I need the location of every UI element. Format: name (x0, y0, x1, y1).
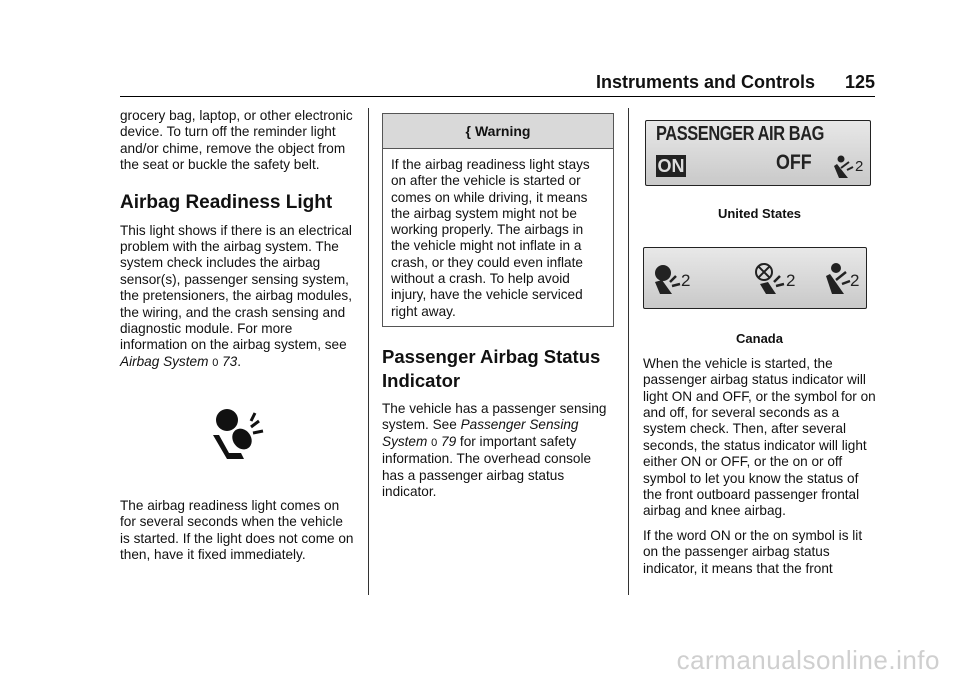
off-indicator: OFF (776, 151, 812, 174)
column-2 (382, 113, 614, 508)
warning-title: Warning (474, 123, 531, 139)
warning-icon: { (465, 123, 471, 139)
airbag-light-paragraph: The airbag readiness light comes on for several seconds when the vehicle is started. If the light does not come on then, have it fixed immediately. (120, 497, 354, 562)
airbag-readiness-icon (120, 407, 356, 467)
seat-number: 2 (850, 271, 860, 291)
airbag-readiness-paragraph: This light shows if there is an electrical problem with the airbag system. The system check includes the airbag sensor(s), passenger sensing system, the pretensioners, the airbag modules, the wiring, and the crash sensing and diagnostic module. For more information on the airbag system, see Airbag System 0 73. (120, 222, 352, 369)
passenger-airbag-heading: Passenger Airbag Status Indicator (382, 345, 601, 391)
airbag-system-link[interactable]: Airbag System (120, 353, 209, 369)
us-caption: United States (717, 206, 802, 221)
column-3 (643, 120, 876, 585)
status-paragraph-1: When the vehicle is started, the passenger airbag status indicator will light ON and OFF, or the symbol for on and off, for several seconds as a system check. Then, after several seconds, the status indicator will light either ON or OFF, or the on or off symbol to let you know the status of the front outboard passenger frontal airbag and knee airbag. (643, 355, 876, 519)
warning-text: If the airbag readiness light stays on after the vehicle is started or comes on while driving, it means the airbag system might not be working properly. The airbags in the vehicle might not inflate in a crash, or they could even inflate without a crash. To help avoid injury, have the vehicle serviced right away. (391, 157, 590, 319)
status-paragraph-2: If the word ON or the on symbol is lit on the passenger airbag status indicator, it means that the front (643, 527, 863, 576)
canada-status-panel (643, 247, 867, 309)
airbag-readiness-heading: Airbag Readiness Light (120, 191, 333, 213)
passenger-airbag-off-icon (829, 154, 857, 184)
warning-header (383, 114, 613, 149)
page-ref[interactable]: 79 (441, 433, 457, 449)
page-header (120, 72, 875, 97)
passenger-sensing-link[interactable]: Passenger Sensing System (382, 417, 579, 449)
canada-caption: Canada (736, 331, 783, 347)
passenger-airbag-paragraph: The vehicle has a passenger sensing system. See Passenger Sensing System 0 79 for important safety information. The overhead console has a passenger airbag status indicator. (382, 400, 607, 499)
watermark: carmanualsonline.info (676, 645, 940, 675)
page-number: 125 (844, 72, 875, 92)
page-ref[interactable]: 73 (222, 353, 238, 369)
page-ref-symbol: 0 (431, 436, 438, 449)
panel-title: PASSENGER AIR BAG (656, 123, 824, 145)
passenger-airbag-off-icon (822, 262, 852, 300)
column-divider-left (368, 108, 369, 595)
passenger-airbag-disabled-icon (754, 262, 788, 300)
seat-number: 2 (681, 271, 691, 291)
page-ref-symbol: 0 (212, 356, 219, 369)
column-1 (120, 108, 356, 571)
seat-number: 2 (786, 271, 796, 291)
intro-paragraph: grocery bag, laptop, or other electronic device. To turn off the reminder light and/or chime, remove the object from the seat or buckle the safety belt. (120, 108, 353, 173)
passenger-airbag-on-icon (652, 264, 682, 300)
seat-number: 2 (855, 158, 864, 175)
on-indicator: ON (657, 156, 685, 176)
section-title: Instruments and Controls (595, 72, 815, 92)
us-status-panel (645, 120, 871, 186)
column-divider-right (628, 108, 629, 595)
warning-box (382, 113, 614, 327)
